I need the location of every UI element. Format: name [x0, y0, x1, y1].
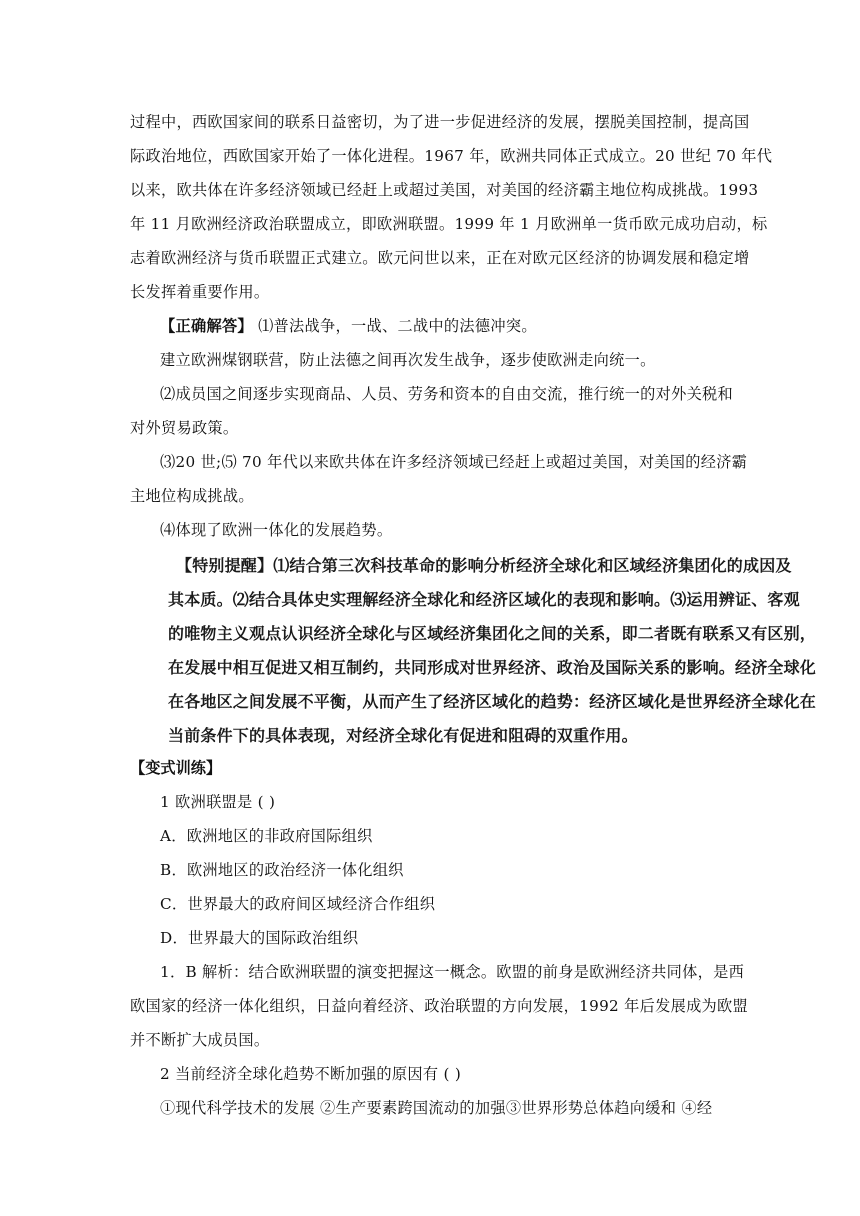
question-stem: 2 当前经济全球化趋势不断加强的原因有 ( ): [160, 1065, 462, 1083]
question-choices: ①现代科学技术的发展 ②生产要素跨国流动的加强③世界形势总体趋向缓和 ④经: [160, 1099, 713, 1117]
answer-first-line: [160, 314, 537, 338]
option-b: B．欧洲地区的政治经济一体化组织: [160, 861, 404, 879]
answer-first-text: ⑴普法战争，一战、二战中的法德冲突。: [252, 317, 537, 335]
hint-line: 当前条件下的具体表现，对经济全球化有促进和阻碍的双重作用。: [168, 726, 638, 745]
answer-line: ⑶20 世;⑸ 70 年代以来欧共体在许多经济领域已经赶上或超过美国，对美国的经济霸: [160, 453, 748, 471]
hint-line: 的唯物主义观点认识经济全球化与区域经济集团化之间的关系，即二者既有联系又有区别，: [168, 624, 817, 643]
answer-line: 建立欧洲煤钢联营，防止法德之间再次发生战争，逐步使欧洲走向统一。: [160, 351, 656, 369]
option-a: A．欧洲地区的非政府国际组织: [160, 827, 373, 845]
option-c: C．世界最大的政府间区域经济合作组织: [160, 895, 436, 913]
question-stem: 1 欧洲联盟是 ( ): [160, 793, 276, 811]
option-d: D．世界最大的国际政治组织: [160, 929, 359, 947]
explanation-line: 1．B 解析：结合欧洲联盟的演变把握这一概念。欧盟的前身是欧洲经济共同体，是西: [160, 963, 745, 981]
hint-line: 在各地区之间发展不平衡，从而产生了经济区域化的趋势：经济区域化是世界经济全球化在: [168, 692, 817, 711]
analysis-line: 际政治地位，西欧国家开始了一体化进程。1967 年，欧洲共同体正式成立。20 世纪 70 年代: [130, 147, 773, 165]
answer-line: ⑵成员国之间逐步实现商品、人员、劳务和资本的自由交流，推行统一的对外关税和: [160, 385, 734, 403]
explanation-line: 欧国家的经济一体化组织，日益向着经济、政治联盟的方向发展，1992 年后发展成为欧盟: [130, 997, 749, 1015]
answer-line: ⑷体现了欧洲一体化的发展趋势。: [160, 521, 393, 539]
hint-line: 【特别提醒】⑴结合第三次科技革命的影响分析经济全球化和区域经济集团化的成因及: [176, 556, 792, 575]
analysis-line: 志着欧洲经济与货币联盟正式建立。欧元问世以来，正在对欧元区经济的协调发展和稳定增: [130, 249, 750, 267]
analysis-line: 年 11 月欧洲经济政治联盟成立，即欧洲联盟。1999 年 1 月欧洲单一货币欧元成功启动，标: [130, 215, 768, 233]
answer-line: 对外贸易政策。: [130, 419, 239, 437]
section-title: 【变式训练】: [130, 759, 222, 777]
explanation-line: 并不断扩大成员国。: [130, 1031, 270, 1049]
hint-line: 其本质。⑵结合具体史实理解经济全球化和经济区域化的表现和影响。⑶运用辨证、客观: [168, 590, 800, 609]
hint-line: 在发展中相互促进又相互制约，共同形成对世界经济、政治及国际关系的影响。经济全球化: [168, 658, 817, 677]
answer-tag: 【正确解答】: [160, 317, 253, 335]
analysis-line: 以来，欧共体在许多经济领域已经赶上或超过美国，对美国的经济霸主地位构成挑战。1993: [130, 181, 759, 199]
analysis-line: 长发挥着重要作用。: [130, 283, 270, 301]
analysis-line: 过程中，西欧国家间的联系日益密切，为了进一步促进经济的发展，摆脱美国控制，提高国: [130, 113, 750, 131]
answer-line: 主地位构成挑战。: [130, 487, 254, 505]
